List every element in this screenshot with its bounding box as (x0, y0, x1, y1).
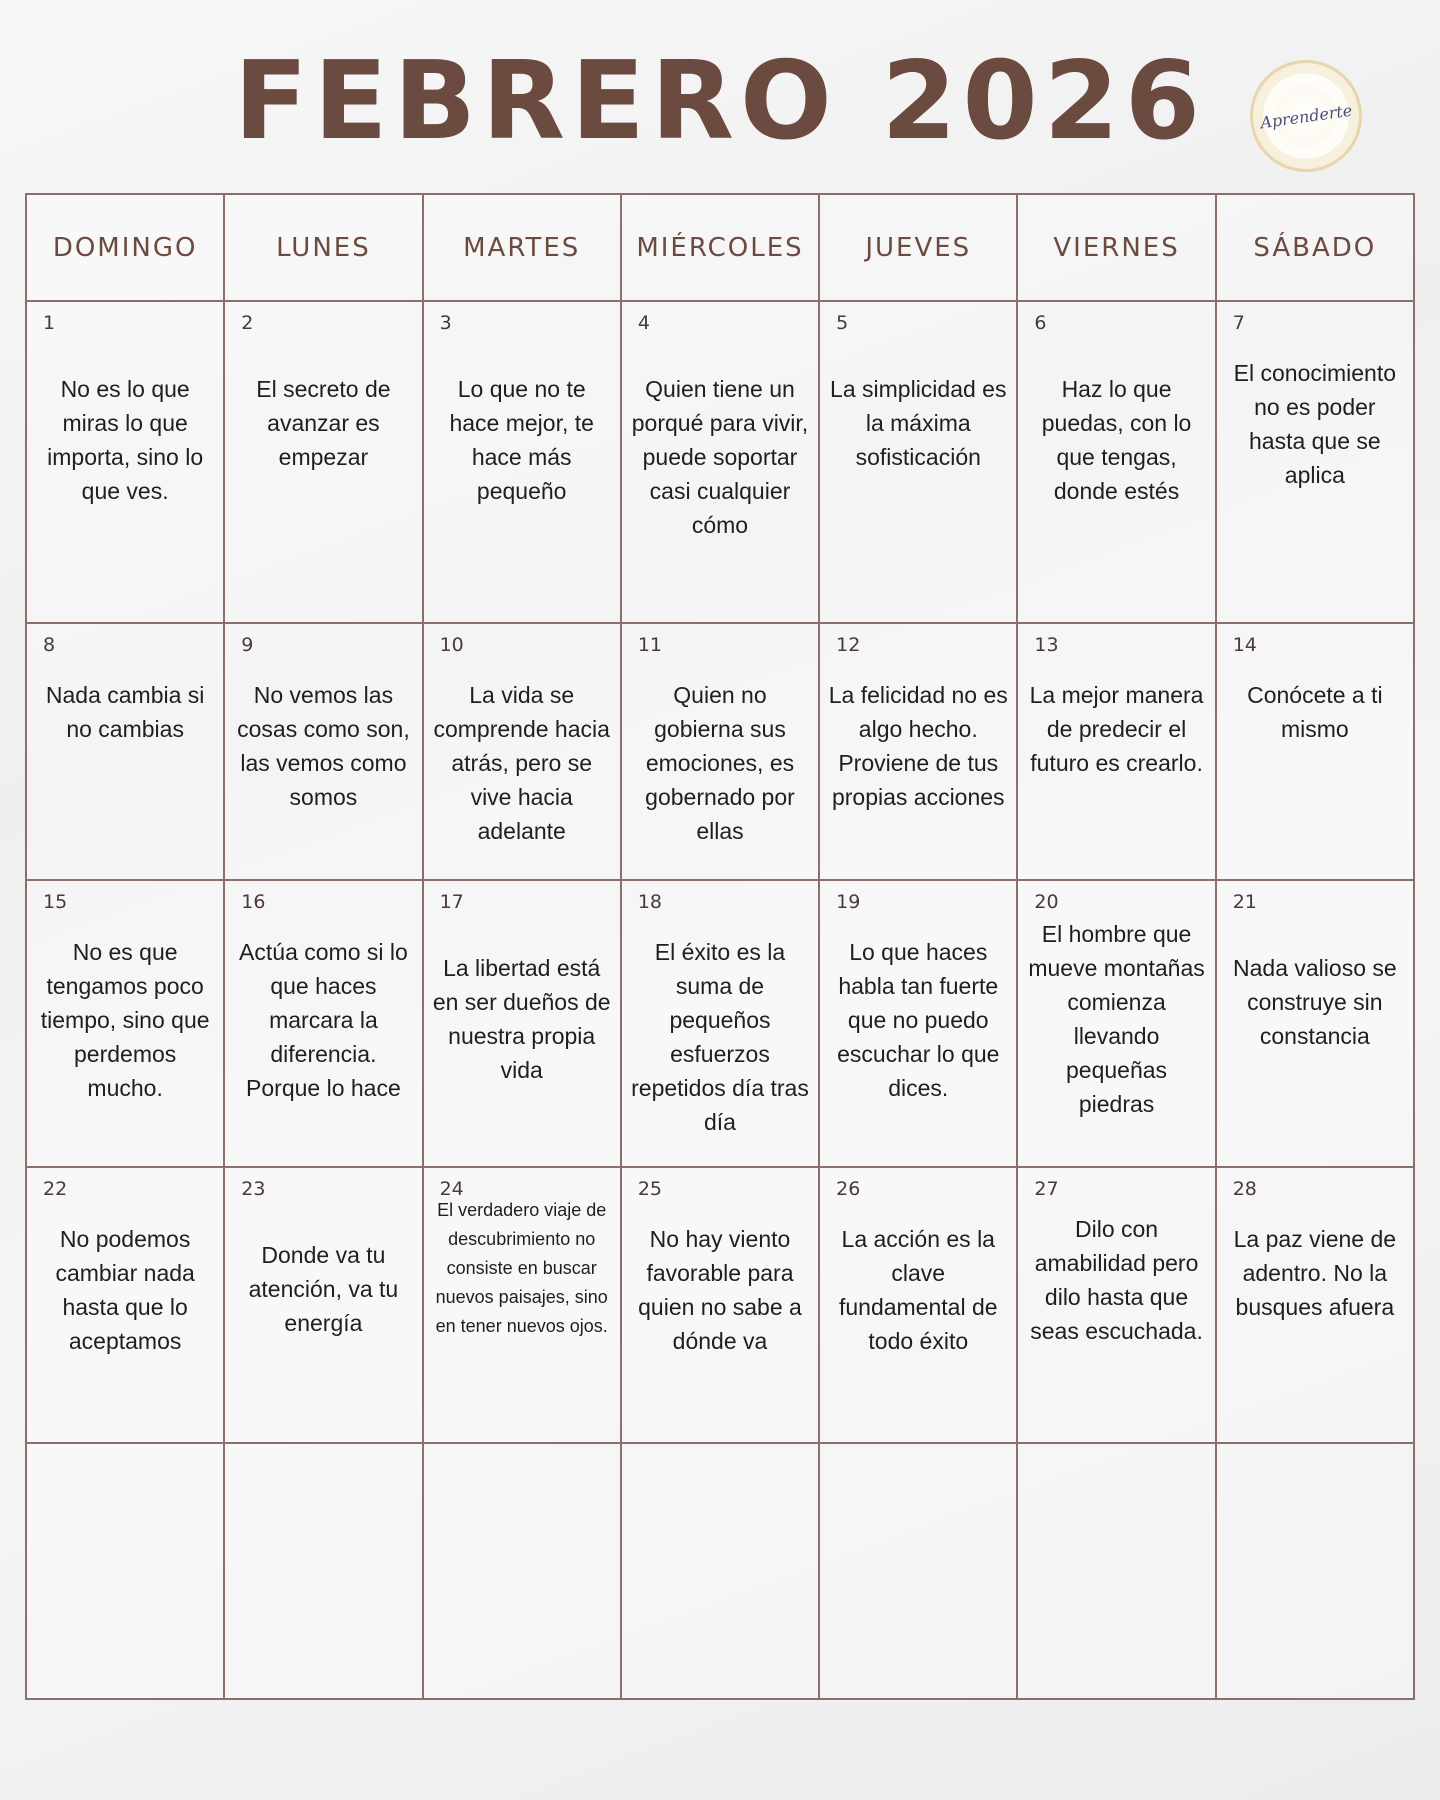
day-quote: No es que tengamos poco tiempo, sino que perdemos mucho. (40, 939, 210, 1101)
day-cell (621, 1167, 819, 1443)
day-cell (224, 623, 422, 880)
day-quote: Nada cambia si no cambias (45, 682, 205, 742)
weekday-domingo: DOMINGO (26, 194, 224, 301)
day-cell (26, 880, 224, 1167)
day-number: 15 (43, 891, 68, 913)
day-cell (26, 623, 224, 880)
day-quote: No vemos las cosas como son, las vemos como somos (237, 682, 410, 810)
day-quote: Nada valioso se construye sin constancia (1233, 955, 1397, 1049)
empty-day-cell (1017, 1443, 1215, 1699)
day-cell (819, 623, 1017, 880)
day-number: 26 (836, 1178, 861, 1200)
day-cell (423, 301, 621, 623)
day-number: 19 (836, 891, 861, 913)
day-number: 28 (1232, 1178, 1257, 1200)
day-quote: Haz lo que puedas, con lo que tengas, donde estés (1041, 376, 1192, 504)
day-cell (1216, 1167, 1414, 1443)
day-cell (621, 880, 819, 1167)
weekday-lunes: LUNES (224, 194, 422, 301)
day-cell (1017, 301, 1215, 623)
day-number: 27 (1034, 1178, 1059, 1200)
day-quote: El éxito es la suma de pequeños esfuerzos repetidos día tras día (631, 939, 809, 1135)
day-number: 16 (241, 891, 266, 913)
day-quote: Dilo con amabilidad pero dilo hasta que seas escuchada. (1030, 1216, 1203, 1344)
day-cell (224, 301, 422, 623)
week-row-1 (26, 301, 1414, 623)
day-quote: Conócete a ti mismo (1247, 682, 1383, 742)
week-row-5 (26, 1443, 1414, 1699)
day-number: 18 (637, 891, 663, 913)
day-quote: Actúa como si lo que haces marcara la diferencia. Porque lo hace (239, 939, 408, 1101)
day-cell (423, 880, 621, 1167)
weekday-header-row (26, 194, 1414, 301)
weekday-martes: MARTES (423, 194, 621, 301)
empty-day-cell (26, 1443, 224, 1699)
calendar-grid (25, 193, 1415, 1700)
day-cell (26, 301, 224, 623)
empty-day-cell (819, 1443, 1017, 1699)
day-quote: La libertad está en ser dueños de nuestra propia vida (432, 955, 611, 1083)
day-number: 5 (836, 312, 849, 334)
day-cell (1017, 880, 1215, 1167)
day-cell (423, 623, 621, 880)
day-number: 25 (637, 1178, 663, 1200)
day-number: 22 (43, 1178, 68, 1200)
day-quote: El conocimiento no es poder hasta que se aplica (1233, 360, 1397, 488)
day-quote: El hombre que mueve montañas comienza llevando pequeñas piedras (1028, 921, 1205, 1117)
day-number: 17 (439, 891, 464, 913)
weekday-sabado: SÁBADO (1216, 194, 1414, 301)
day-number: 20 (1034, 891, 1059, 913)
day-number: 7 (1232, 312, 1245, 334)
empty-day-cell (621, 1443, 819, 1699)
day-quote: No podemos cambiar nada hasta que lo aceptamos (55, 1226, 195, 1354)
page-title: FEBRERO 2026 (234, 39, 1206, 164)
day-number: 13 (1034, 634, 1059, 656)
day-number: 12 (836, 634, 861, 656)
day-number: 11 (637, 634, 663, 656)
brand-logo (1250, 60, 1362, 172)
day-number: 23 (241, 1178, 266, 1200)
day-number: 21 (1232, 891, 1257, 913)
day-cell (819, 880, 1017, 1167)
day-number: 3 (439, 312, 452, 334)
day-number: 10 (439, 634, 464, 656)
day-quote: El secreto de avanzar es empezar (256, 376, 391, 470)
day-quote: Lo que no te hace mejor, te hace más pequeño (449, 376, 594, 504)
day-quote: Quien no gobierna sus emociones, es gobernado por ellas (645, 682, 795, 844)
day-number: 9 (241, 634, 254, 656)
day-quote: No hay viento favorable para quien no sabe a dónde va (638, 1226, 802, 1354)
day-cell (1216, 301, 1414, 623)
day-quote: La simplicidad es la máxima sofisticación (830, 376, 1007, 470)
day-quote: La paz viene de adentro. No la busques afuera (1233, 1226, 1397, 1320)
day-number: 1 (43, 312, 56, 334)
week-row-2 (26, 623, 1414, 880)
day-cell (26, 1167, 224, 1443)
day-cell (621, 623, 819, 880)
weekday-miercoles: MIÉRCOLES (621, 194, 819, 301)
day-cell (1216, 880, 1414, 1167)
weekday-jueves: JUEVES (819, 194, 1017, 301)
logo-text: Aprenderte (1258, 100, 1354, 132)
day-cell (423, 1167, 621, 1443)
day-quote: La acción es la clave fundamental de todo éxito (838, 1226, 998, 1354)
day-number: 8 (43, 634, 56, 656)
day-quote: La felicidad no es algo hecho. Proviene de tus propias acciones (828, 682, 1008, 810)
week-row-4 (26, 1167, 1414, 1443)
day-number: 14 (1232, 634, 1257, 656)
day-cell (1216, 623, 1414, 880)
day-quote: Donde va tu atención, va tu energía (248, 1242, 399, 1336)
day-quote: Lo que haces habla tan fuerte que no puedo escuchar lo que dices. (837, 939, 1000, 1101)
day-number: 6 (1034, 312, 1047, 334)
day-quote: No es lo que miras lo que importa, sino lo que ves. (47, 376, 204, 504)
day-quote: La mejor manera de predecir el futuro es crearlo. (1029, 682, 1204, 776)
empty-day-cell (1216, 1443, 1414, 1699)
day-quote: Quien tiene un porqué para vivir, puede soportar casi cualquier cómo (631, 376, 809, 538)
day-cell (819, 301, 1017, 623)
day-cell (819, 1167, 1017, 1443)
day-number: 4 (637, 312, 650, 334)
empty-day-cell (423, 1443, 621, 1699)
day-quote: El verdadero viaje de descubrimiento no consiste en buscar nuevos paisajes, sino en tener nuevos ojos. (435, 1200, 608, 1336)
weekday-viernes: VIERNES (1017, 194, 1215, 301)
day-quote: La vida se comprende hacia atrás, pero se vive hacia adelante (433, 682, 610, 844)
week-row-3 (26, 880, 1414, 1167)
day-cell (224, 880, 422, 1167)
day-number: 24 (439, 1178, 464, 1200)
day-number: 2 (241, 312, 254, 334)
day-cell (1017, 1167, 1215, 1443)
empty-day-cell (224, 1443, 422, 1699)
day-cell (224, 1167, 422, 1443)
day-cell (621, 301, 819, 623)
day-cell (1017, 623, 1215, 880)
